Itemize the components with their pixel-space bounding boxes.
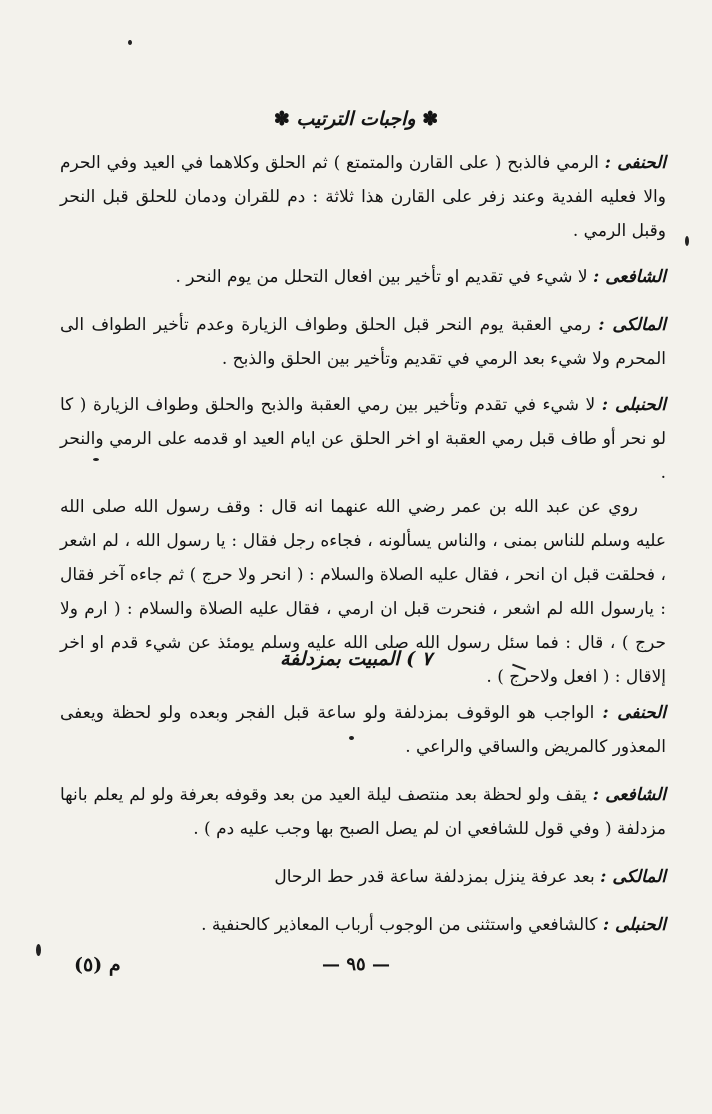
- scan-speck: [128, 40, 132, 45]
- hanafi-text: الرمي فالذبح ( على القارن والمتمتع ) ثم الحلق وكلاهما في العيد وفي الحرم والا فعليه الفدية وعند زفر على القارن هذا ثلاثة : دم للقران ودمان للحلق قبل النحر وقبل الرمي .: [60, 153, 666, 241]
- section-heading-order-duties: [200, 108, 512, 130]
- shafii-text: لا شيء في تقديم او تأخير بين افعال التحلل من يوم النحر .: [175, 267, 588, 287]
- section-heading-text: واجبات الترتيب: [296, 108, 416, 130]
- section-muzdalifah-body: [60, 696, 666, 942]
- ornament-icon: ✽: [422, 108, 439, 130]
- hanafi-paragraph: [60, 696, 666, 764]
- section-heading-muzdalifah: ٧ ) المبيت بمزدلفة: [279, 648, 433, 670]
- hadith-paragraph: روي عن عبد الله بن عمر رضي الله عنهما انه قال : وقف رسول الله صلى الله عليه وسلم للناس بمنى ، والناس يسألونه ، فجاءه رجل فقال : يا رسول الله ، لم اشعر ، فحلقت قبل ان انحر ، فقال عليه الصلاة والسلام : ( انحر ولا حرج ) ثم جاءه آخر فقال : يارسول الله لم اشعر ، فنحرت قبل ان ارمي ، فقال عليه الصلاة والسلام : ( ارم ولا حرج ) ، قال : فما سئل رسول الله صلى الله عليه وسلم يومئذ عن شيء قدم او اخر إلاقال : ( افعل ولاحرج ) .: [60, 497, 666, 687]
- hanbali-paragraph: [60, 388, 666, 490]
- madhhab-label-maliki: المالكى :: [598, 315, 667, 335]
- hanbali-text: لا شيء في تقدم وتأخير بين رمي العقبة والذبح والحلق وطواف الزيارة ( كا لو نحر أو طاف قبل رمي العقبة او اخر الحلق عن ايام العيد او قدمه على الرمي والنحر .: [60, 395, 666, 483]
- hanbali-text: كالشافعي واستثنى من الوجوب أرباب المعاذير كالحنفية .: [201, 915, 598, 935]
- maliki-text: بعد عرفة ينزل بمزدلفة ساعة قدر حط الرحال: [274, 867, 595, 887]
- maliki-paragraph: [60, 308, 666, 376]
- madhhab-label-maliki: المالكى :: [600, 867, 666, 887]
- madhhab-label-shafii: الشافعى :: [592, 785, 666, 805]
- hanafi-paragraph: [60, 146, 666, 248]
- hanafi-text: الواجب هو الوقوف بمزدلفة ولو ساعة قبل الفجر وبعده ولو لحظة ويعفى المعذور كالمريض والساقي والراعي .: [60, 703, 666, 757]
- shafii-text: يقف ولو لحظة بعد منتصف ليلة العيد من بعد وقوفه بعرفة ولو لم يعلم بانها مزدلفة ( وفي قول للشافعي ان لم يصل الصبح بها وجب عليه دم ) .: [60, 785, 666, 839]
- madhhab-label-hanbali: الحنبلى :: [601, 395, 666, 415]
- ornament-icon: ✽: [273, 108, 290, 130]
- scan-speck: [36, 944, 41, 956]
- scan-speck: [685, 236, 689, 246]
- shafii-paragraph: [60, 778, 666, 846]
- madhhab-label-hanafi: الحنفى :: [602, 703, 666, 723]
- madhhab-label-hanbali: الحنبلى :: [602, 915, 666, 935]
- hanbali-paragraph: [60, 908, 666, 942]
- signature-mark: م (٥): [74, 954, 121, 976]
- madhhab-label-hanafi: الحنفى :: [604, 153, 667, 173]
- maliki-text: رمي العقبة يوم النحر قبل الحلق وطواف الزيارة وعدم تأخير الطواف الى المحرم ولا شيء بعد الرمي في تقديم وتأخير بين الحلق والذبح .: [60, 315, 666, 369]
- madhhab-label-shafii: الشافعى :: [593, 267, 666, 287]
- section-order-duties-body: [60, 146, 666, 694]
- shafii-paragraph: [60, 260, 666, 294]
- page-number: — ٩٥ —: [322, 954, 390, 975]
- maliki-paragraph: [60, 860, 666, 894]
